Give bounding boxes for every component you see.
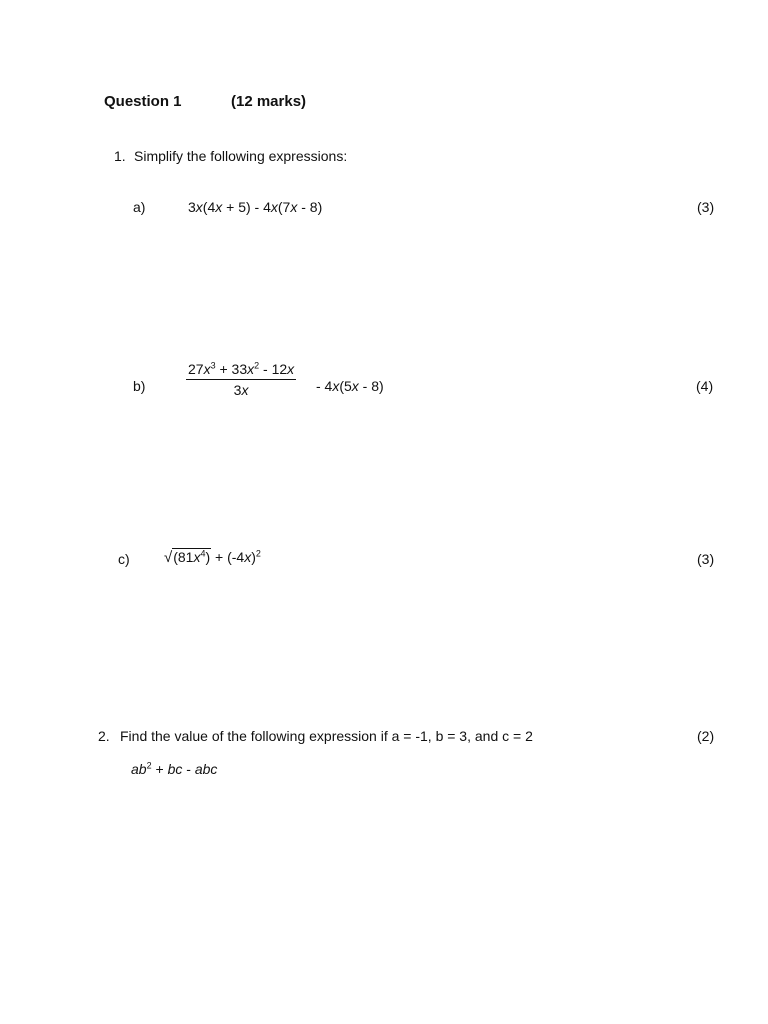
q1-instruction: Simplify the following expressions: [134, 148, 348, 164]
part-b-label: b) [133, 378, 146, 394]
var-x: x [241, 382, 249, 398]
radicand [172, 548, 211, 565]
expr-text: 3 [233, 382, 242, 398]
exponent: 3 [210, 360, 216, 371]
part-a-label: a) [133, 199, 146, 215]
expr-text: - 4 [316, 378, 333, 394]
part-a-marks: (3) [697, 199, 715, 215]
expr-text: - [182, 761, 195, 777]
fraction-numerator [186, 361, 296, 380]
q2-number: 2. [98, 728, 110, 744]
expr-text: + (-4 [211, 549, 245, 565]
q2-marks: (2) [697, 728, 715, 744]
radical-sign: √ [164, 549, 173, 566]
var-x: x [287, 361, 295, 377]
var-x: x [270, 199, 278, 215]
term-bc: bc [167, 761, 183, 777]
var-x: x [195, 199, 203, 215]
square-root [164, 549, 211, 566]
exponent: 2 [254, 360, 260, 371]
var-x: x [332, 378, 340, 394]
expr-text: (4 [202, 199, 216, 215]
part-b-marks: (4) [696, 378, 714, 394]
part-c-expression [164, 549, 261, 566]
exponent: 4 [200, 548, 206, 559]
part-a-expression [188, 199, 322, 215]
part-b-fraction [186, 361, 296, 398]
q2-expression [131, 761, 217, 777]
expr-text: + 33 [215, 361, 248, 377]
term-ab: ab [131, 761, 147, 777]
expr-text: - 12 [259, 361, 288, 377]
part-b-tail [316, 378, 384, 394]
var-x: x [351, 378, 359, 394]
expr-text: 3 [188, 199, 196, 215]
fraction-denominator [186, 380, 296, 398]
expr-text: (7 [277, 199, 291, 215]
q2-instruction: Find the value of the following expression if a = -1, b = 3, and c = 2 [120, 728, 533, 744]
expr-text: (81 [173, 549, 194, 565]
question-marks: (12 marks) [231, 93, 307, 110]
question-title: Question 1 [104, 93, 182, 110]
var-x: x [193, 549, 201, 565]
expr-text: - 8) [297, 199, 323, 215]
var-x: x [203, 361, 211, 377]
part-c-marks: (3) [697, 551, 715, 567]
q1-number: 1. [114, 148, 126, 164]
expr-text: ) [205, 549, 211, 565]
part-c-label: c) [118, 551, 130, 567]
var-x: x [247, 361, 255, 377]
expr-text: - 8) [358, 378, 384, 394]
expr-text: (5 [339, 378, 352, 394]
expr-text: 27 [188, 361, 204, 377]
expr-text: + [151, 761, 168, 777]
expr-text: ) [251, 549, 256, 565]
term-abc: abc [194, 761, 218, 777]
var-x: x [215, 199, 223, 215]
exponent: 2 [255, 548, 261, 559]
exponent: 2 [146, 760, 152, 771]
expr-text: + 5) - 4 [222, 199, 271, 215]
var-x: x [244, 549, 252, 565]
var-x: x [290, 199, 298, 215]
